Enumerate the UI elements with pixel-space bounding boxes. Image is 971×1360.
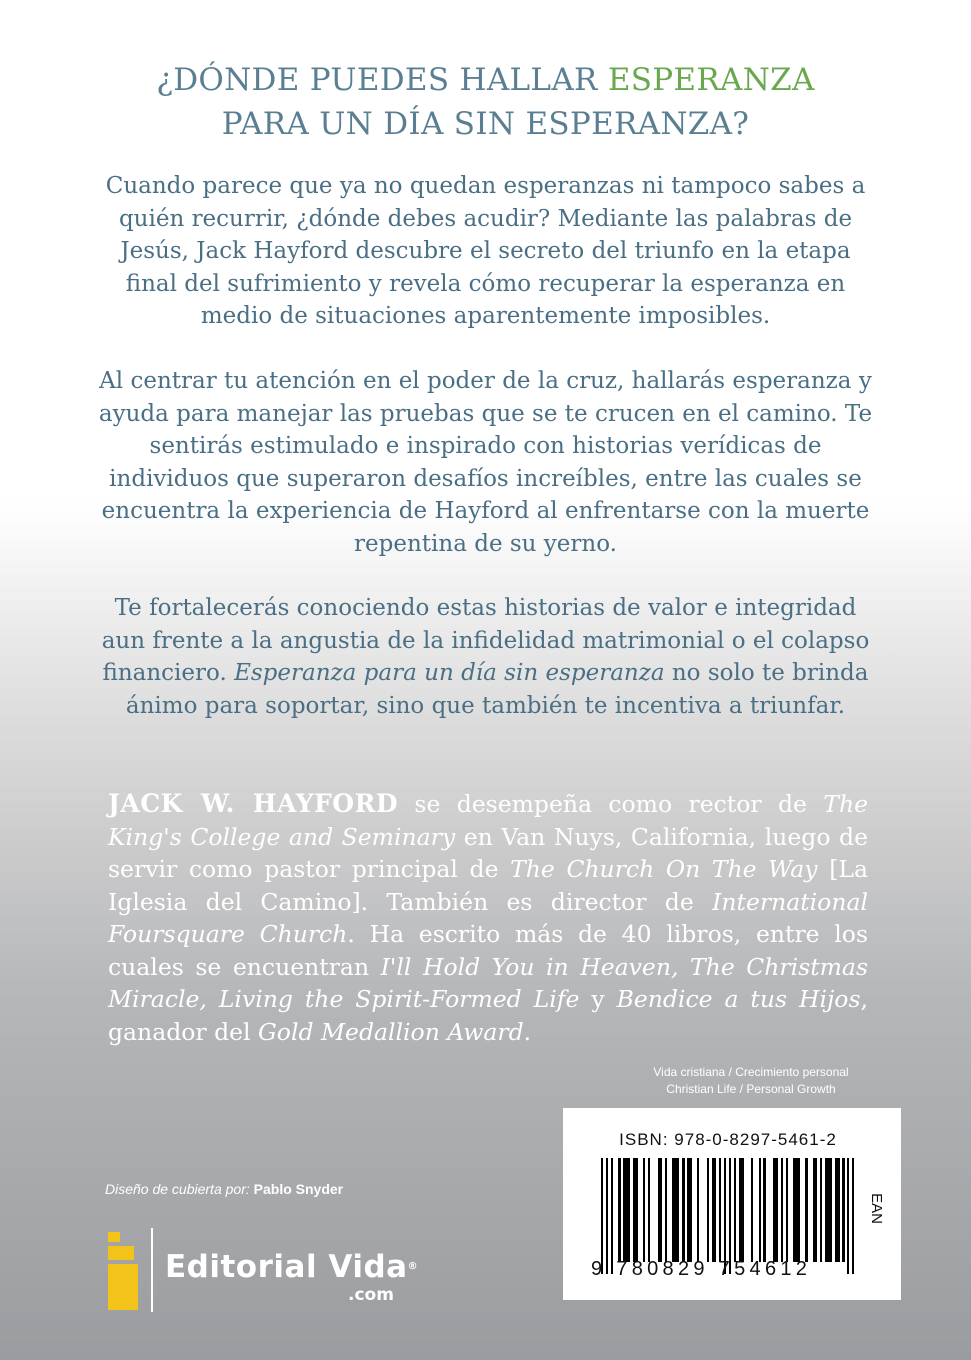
description-paragraph-1: Cuando parece que ya no quedan esperanzas ni tampoco sabes a quién recurrir, ¿dónde debes acudir? Mediante las palabras de Jesús, Jack Hayford descubre el secreto del triunfo en la etapa final del sufrimiento y revela cómo recuperar la esperanza en medio de situaciones aparentemente imposibles. [105,173,866,329]
barcode-bar [665,1158,667,1262]
barcode-bar [682,1158,684,1262]
barcode-bar [606,1158,608,1274]
category-label [621,1064,881,1098]
barcode-bar [687,1158,692,1262]
barcode-bar [658,1158,663,1262]
barcode-bar [618,1158,620,1262]
barcode-bar [729,1158,731,1274]
description-paragraph-2: Al centrar tu atención en el poder de la cruz, hallarás esperanza y ayuda para manejar las pruebas que se te crucen en el camino. Te sentirás estimulado e inspirado con historias verídicas de individuos que superaron desafíos increíbles, entre las cuales se encuentra la experiencia de Hayford al enfrentarse con la muerte repentina de su yerno. [98,368,873,557]
barcode-bar [719,1158,721,1262]
barcode-box [563,1108,901,1300]
headline-highlight: ESPERANZA [607,62,815,98]
barcode-bar [601,1158,603,1274]
barcode-bar [773,1158,778,1262]
designer-name: Pablo Snyder [253,1181,344,1197]
category-spanish: Vida cristiana / Crecimiento personal [653,1065,849,1079]
barcode-bar [825,1158,832,1262]
publisher-domain: .com [348,1285,394,1305]
author-name: JACK W. HAYFORD [108,789,399,818]
publisher-logo-mark-icon [108,1232,138,1310]
barcode-bar [847,1158,849,1274]
barcode-bar [852,1158,854,1274]
barcode-bar [643,1158,645,1262]
barcode-bar [739,1158,744,1262]
barcode-bar [781,1158,783,1262]
author-bio: JACK W. HAYFORD se desempeña como rector de The King's College and Seminary en Van Nuys, California, luego de servir como pastor principal de The Church On The Way [La Iglesia del Camino]. También es director de International Foursquare Church. Ha escrito más de 40 libros, entre los cuales se encuentran I'll Hold You in Heaven, The Christmas Miracle, Living the Spirit-Formed Life y Bendice a tus Hijos, ganador del Gold Medallion Award. [108,789,869,1046]
barcode-bar [697,1158,699,1262]
ean-label: EAN [867,1193,885,1224]
description-paragraph-3: Te fortalecerás conociendo estas historias de valor e integridad aun frente a la angustia de la infidelidad matrimonial o el colapso financiero. Esperanza para un día sin esperanza no solo te brinda ánimo para soportar, sino que también te incentiva a triunfar. [101,595,870,719]
barcode-bar [786,1158,788,1262]
barcode-bar [793,1158,800,1262]
barcode-bar [623,1158,630,1262]
barcode-bar [835,1158,840,1262]
barcode-bar [759,1158,761,1262]
barcode-bar [734,1158,736,1262]
headline-line-1: ¿DÓNDE PUEDES HALLAR ESPERANZA [156,62,815,98]
barcode-bars [601,1158,857,1262]
category-english: Christian Life / Personal Growth [666,1082,836,1096]
barcode-bar [712,1158,717,1262]
cover-design-credit: Diseño de cubierta por: Pablo Snyder [105,1181,344,1197]
barcode-bar [707,1158,709,1262]
book-title-italic: Esperanza para un día sin esperanza [234,660,665,686]
barcode-bar [763,1158,765,1262]
ean-digits: 9 780829 754612 [591,1258,812,1280]
publisher-logo: Editorial Vida® [165,1249,419,1285]
barcode-bar [805,1158,807,1262]
barcode-bar [672,1158,679,1262]
barcode-bar [724,1158,726,1274]
barcode-bar [842,1158,844,1262]
barcode-bar [633,1158,638,1262]
barcode-bar [751,1158,753,1262]
logo-divider [151,1228,153,1312]
barcode-bar [648,1158,650,1262]
barcode-bar [611,1158,613,1274]
headline [0,58,971,146]
barcode-bar [813,1158,818,1262]
isbn-text: ISBN: 978-0-8297-5461-2 [619,1130,837,1149]
headline-line-2: PARA UN DÍA SIN ESPERANZA? [221,106,750,142]
barcode-bar [820,1158,822,1262]
